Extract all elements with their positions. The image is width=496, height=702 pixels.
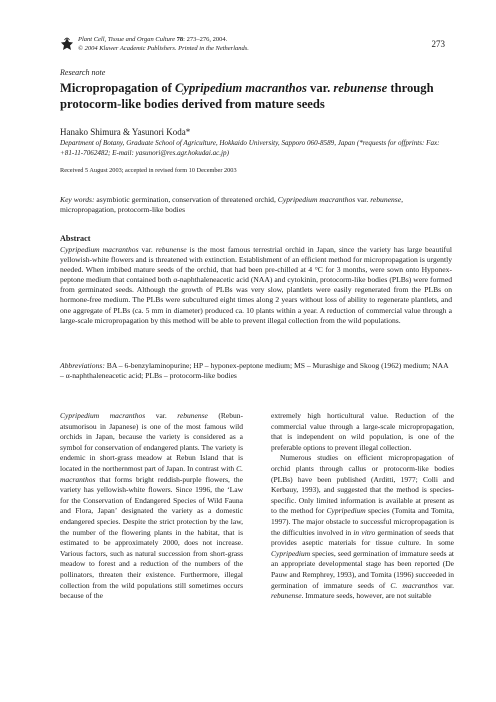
journal-volume: 78 bbox=[176, 36, 184, 43]
abbreviations: Abbreviations: BA – 6-benzylaminopurine; HP – hyponex-peptone medium; MS – Murashige and Skoog (1962) medium; NAA – α-naphthaleneacetic acid; PLBs – protocorm-like bodies bbox=[60, 361, 449, 381]
body-column-right bbox=[271, 411, 454, 602]
publisher-logo-icon bbox=[60, 37, 74, 51]
journal-citation: Plant Cell, Tissue and Organ Culture 78: 273–276, 2004. © 2004 Kluwer Academic Publishers. Printed in the Netherlands. bbox=[78, 36, 249, 52]
received-dates: Received 5 August 2003; accepted in revised form 10 December 2003 bbox=[60, 167, 237, 174]
body-paragraph: Numerous studies on efficient micropropagation of orchid plants through callus or protocorm-like bodies (PLBs) have been published (Arditti, 1977; Colli and Kerbauy, 1993), and suggested that the method is species-specific. Only limited information is available at present as to the method for Cypripedium species (Tomita and Tomita, 1997). The major obstacle to successful micropropagation is the difficulties involved in in vitro germination of seeds that provides aseptic materials for tissue culture. In some Cypripedium species, seed germination of immature seeds at an appropriate developmental stage has been reported (De Pauw and Remphrey, 1993), and Tomita (1996) succeeded in germination of immature seeds of C. macranthos var. rebunense. Immature seeds, however, are not suitable bbox=[271, 453, 454, 601]
author-affiliation: Department of Botany, Graduate School of Agriculture, Hokkaido University, Sapporo 060-8589, Japan (*requests for offprints: Fax: +81-11-7062482; E-mail: yasunori@res.agr.hokudai.ac.jp) bbox=[60, 139, 440, 157]
keywords: Key words: asymbiotic germination, conservation of threatened orchid, Cypripedium macranthos var. rebunense, micropropagation, protocorm-like bodies bbox=[60, 195, 404, 214]
article-type: Research note bbox=[60, 68, 106, 77]
body-paragraph: extremely high horticultural value. Reduction of the commercial value through a large-scale micropropagation, that is independent on wild population, is one of the preferable options to prevent illegal collection. bbox=[271, 411, 454, 452]
body-column-left bbox=[60, 411, 243, 602]
journal-name: Plant Cell, Tissue and Organ Culture bbox=[78, 36, 176, 43]
article-title: Micropropagation of Cypripedium macranthos var. rebunense through protocorm-like bodies derived from mature seeds bbox=[60, 81, 434, 111]
journal-header bbox=[60, 36, 445, 56]
abstract-heading: Abstract bbox=[60, 234, 91, 243]
author-list: Hanako Shimura & Yasunori Koda* bbox=[60, 127, 191, 137]
body-paragraph: Cypripedium macranthos var. rebunense (Rebun-atsumorisou in Japanese) is one of the most famous wild orchids in Japan, because the variety is considered as a symbol for conservation of endangered plants. The variety is endemic in short-grass meadow at Rebun Island that is located in the northernmost part of Japan. In contrast with C. macranthos that forms bright reddish-purple flowers, the variety has yellowish-white flowers. Since 1996, the ‘Law for the Conservation of Endangered Species of Wild Fauna and Flora, Japan’ designated the variety as a domestic endangered species. Despite the strict protection by the law, the number of the flowering plants in the habitat, that is estimated to be approximately 2000, does not increase. Various factors, such as natural succession from short-grass meadow to forest and a reduction of the numbers of the pollinators, threaten their existence. Furthermore, illegal collection from the wild populations still sometimes occurs because of the bbox=[60, 411, 243, 601]
page-number: 273 bbox=[431, 39, 445, 49]
abstract-body: Cypripedium macranthos var. rebunense is the most famous terrestrial orchid in Japan, since the variety has large beautiful yellowish-white flowers and is threatened with extinction. Establishment of an efficient method for micropropagation is urgently needed. When imbibed mature seeds of the orchid, that had been pre-chilled at 4 °C for 3 months, were sown onto Hyponex-peptone medium that contained both α-naphthaleneacetic acid (NAA) and cytokinin, protocorm-like bodies (PLBs) were formed from germinated seeds. Although the growth of PLBs was very slow, plantlets were easily regenerated from the PLBs on hormone-free medium. The PLBs were subcultured eight times along 2 years without loss of ability to regenerate plantlets, and one aggregate of PLBs (ca. 5 mm in diameter) produced ca. 10 plants within a year. A reduction of commercial value through a large-scale micropropagation by this method will be able to prevent illegal collection from the wild populations. bbox=[60, 245, 452, 325]
journal-pages: 273–276, 2004. bbox=[186, 36, 228, 43]
copyright-line: © 2004 Kluwer Academic Publishers. Printed in the Netherlands. bbox=[78, 44, 249, 52]
